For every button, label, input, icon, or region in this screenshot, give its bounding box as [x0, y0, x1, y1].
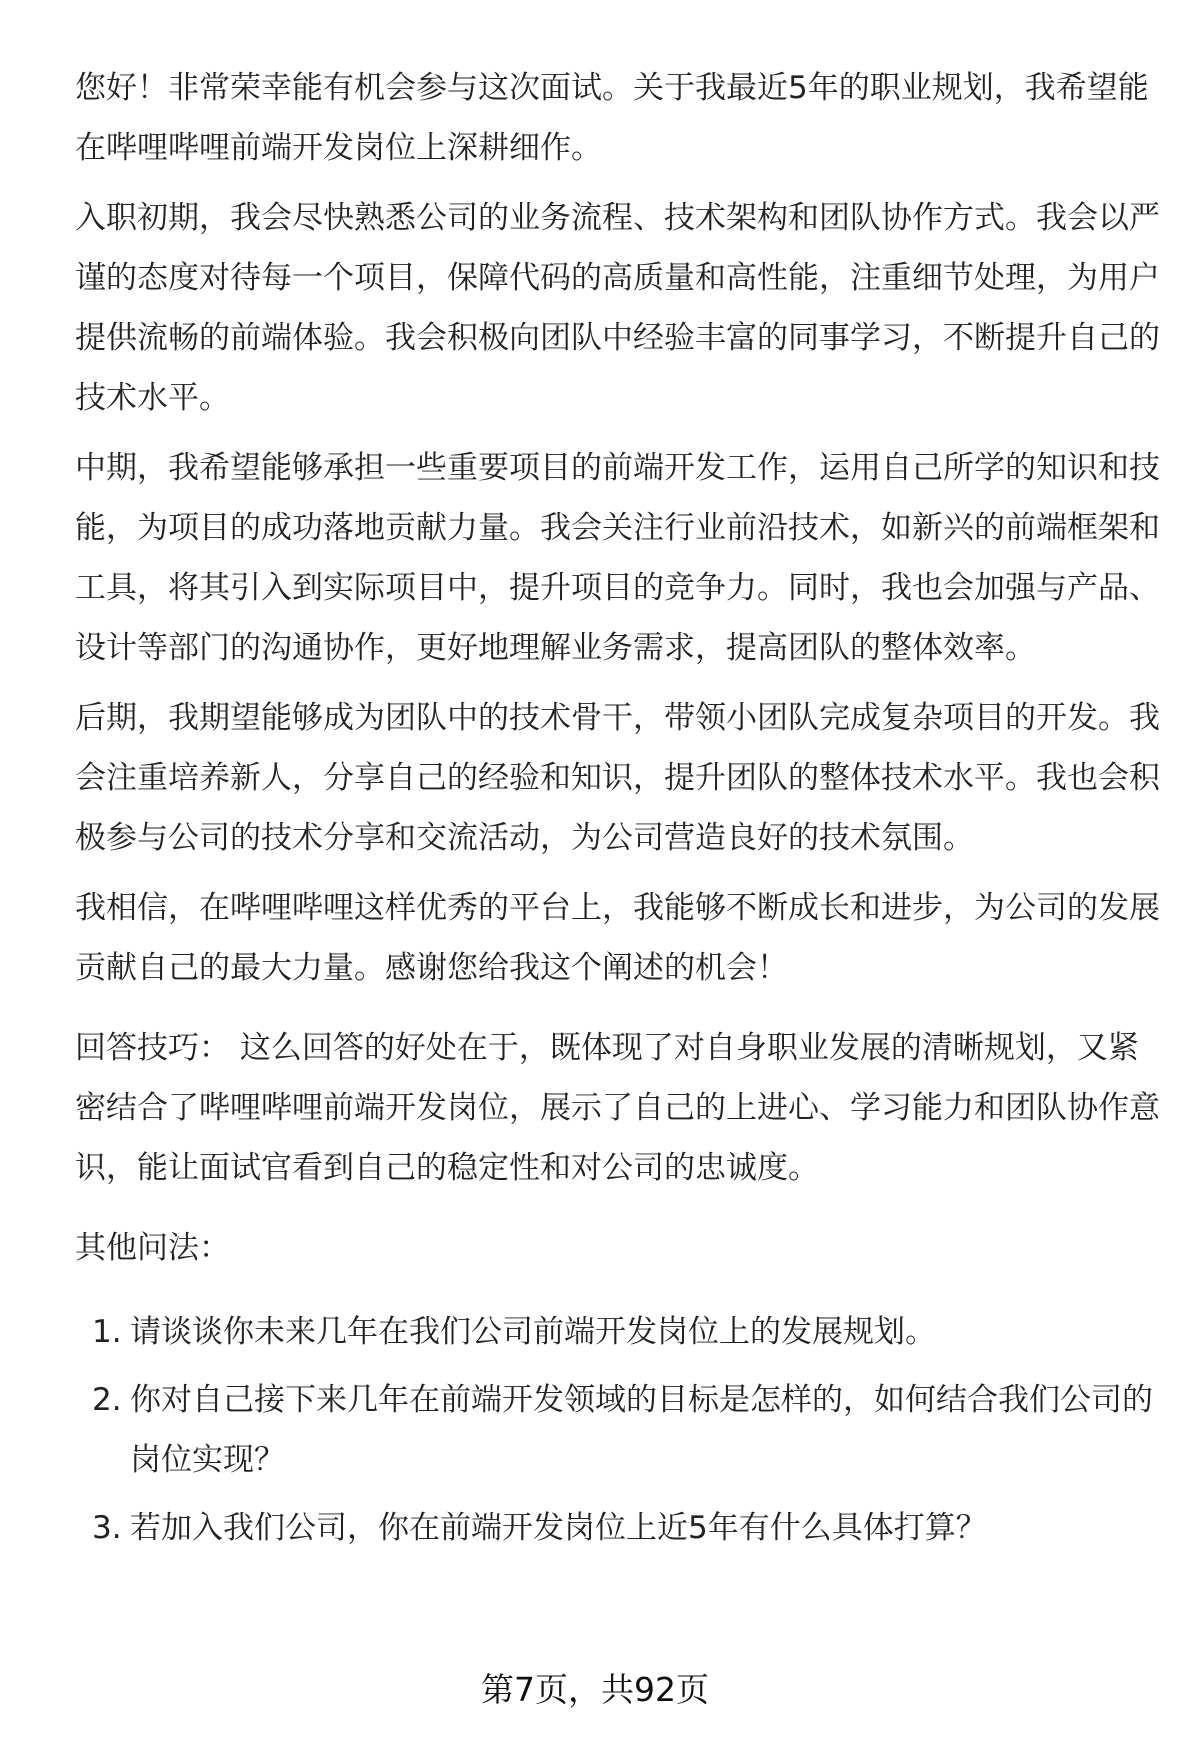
list-item [75, 1302, 1165, 1362]
answer-tips: 回答技巧： 这么回答的好处在于，既体现了对自身职业发展的清晰规划，又紧密结合了哔哩哔哩前端开发岗位，展示了自己的上进心、学习能力和团队协作意识，能让面试官看到自己的稳定性和对公司的忠诚度。 [75, 1030, 1160, 1186]
list-number: 1. [92, 1314, 122, 1350]
list-number: 2. [92, 1382, 122, 1418]
list-number: 3. [92, 1510, 122, 1546]
paragraph-early-stage: 入职初期，我会尽快熟悉公司的业务流程、技术架构和团队协作方式。我会以严谨的态度对待每一个项目，保障代码的高质量和高性能，注重细节处理，为用户提供流畅的前端体验。我会积极向团队中经验丰富的同事学习，不断提升自己的技术水平。 [75, 200, 1160, 416]
list-item-text: 若加入我们公司，你在前端开发岗位上近5年有什么具体打算？ [130, 1510, 987, 1546]
other-questions-label: 其他问法： [75, 1230, 230, 1266]
paragraph-closing: 我相信，在哔哩哔哩这样优秀的平台上，我能够不断成长和进步，为公司的发展贡献自己的最大力量。感谢您给我这个阐述的机会！ [75, 890, 1160, 986]
other-questions-list [75, 1302, 1165, 1558]
list-item [75, 1498, 1165, 1558]
list-item-text: 请谈谈你未来几年在我们公司前端开发岗位上的发展规划。 [130, 1314, 936, 1350]
paragraph-mid-stage: 中期，我希望能够承担一些重要项目的前端开发工作，运用自己所学的知识和技能，为项目的成功落地贡献力量。我会关注行业前沿技术，如新兴的前端框架和工具，将其引入到实际项目中，提升项目的竞争力。同时，我也会加强与产品、设计等部门的沟通协作，更好地理解业务需求，提高团队的整体效率。 [75, 450, 1160, 666]
list-item-text: 你对自己接下来几年在前端开发领域的目标是怎样的，如何结合我们公司的岗位实现？ [130, 1382, 1153, 1478]
page-number-footer: 第7页，共92页 [481, 1670, 709, 1709]
paragraph-greeting: 您好！非常荣幸能有机会参与这次面试。关于我最近5年的职业规划，我希望能在哔哩哔哩前端开发岗位上深耕细作。 [75, 70, 1149, 166]
document-body [75, 58, 1165, 1566]
list-item [75, 1370, 1165, 1490]
paragraph-late-stage: 后期，我期望能够成为团队中的技术骨干，带领小团队完成复杂项目的开发。我会注重培养新人，分享自己的经验和知识，提升团队的整体技术水平。我也会积极参与公司的技术分享和交流活动，为公司营造良好的技术氛围。 [75, 700, 1160, 856]
